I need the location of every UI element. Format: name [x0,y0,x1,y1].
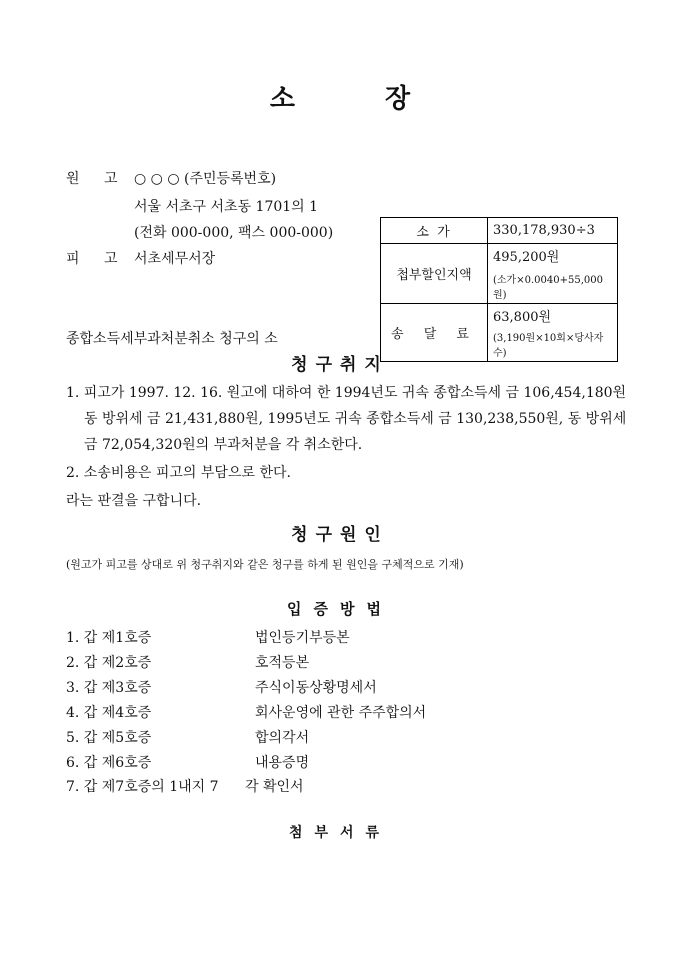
claim-item-2: 2. 소송비용은 피고의 부담으로 한다. [66,465,291,481]
evidence-heading: 입증방법 [287,600,393,618]
plaintiff-address: 서울 서초구 서초동 1701의 1 [134,199,319,215]
fee-label: 소 가 [381,218,488,244]
evidence-number: 5. 갑 제5호증 [66,730,152,746]
defendant-label: 피 고 [66,251,128,267]
evidence-number: 7. 갑 제7호증의 1내지 7 [66,779,219,795]
evidence-description: 합의각서 [255,730,310,746]
fee-row [381,218,618,244]
evidence-number: 4. 갑 제4호증 [66,705,152,721]
plaintiff-label: 원 고 [66,171,128,187]
fee-value: 63,800원 (3,190원×10회×당사자수) [488,304,618,362]
claim-item-1-line-3: 금 72,054,320원의 부과처분을 각 취소한다. [84,437,363,453]
fee-note: (3,190원×10회×당사자수) [493,333,604,359]
plaintiff-contact: (전화 000-000, 팩스 000-000) [134,225,334,241]
claim-item-1-line-2: 동 방위세 금 21,431,880원, 1995년도 귀속 종합소득세 금 130,238,550원, 동 방위세 [84,411,627,427]
fee-table [380,217,618,362]
evidence-number: 1. 갑 제1호증 [66,630,152,646]
evidence-number: 2. 갑 제2호증 [66,655,152,671]
defendant-name: 서초세무서장 [134,251,216,267]
plaintiff-name: ○ ○ ○ (주민등록번호) [134,171,277,187]
claim-closing: 라는 판결을 구합니다. [66,493,202,509]
cause-note: (원고가 피고를 상대로 위 청구취지와 같은 청구를 하게 된 원인을 구체적으로 기재) [66,558,464,571]
fee-value: 330,178,930÷3 [488,218,618,244]
fee-value: 495,200원 (소가×0.0040+55,000원) [488,244,618,304]
case-name: 종합소득세부과처분취소 청구의 소 [66,331,278,347]
fee-note: (소가×0.0040+55,000원) [493,275,603,301]
fee-label: 송 달 료 [381,304,488,362]
evidence-number: 6. 갑 제6호증 [66,755,152,771]
claim-heading: 청구취지 [291,355,389,375]
evidence-description: 주식이동상황명세서 [255,680,377,696]
document-title: 소 장 [269,84,411,114]
fee-label: 첩부할인지액 [381,244,488,304]
evidence-description: 회사운영에 관한 주주합의서 [255,705,427,721]
attachments-heading: 첨부서류 [288,825,392,841]
evidence-description: 법인등기부등본 [255,630,350,646]
claim-item-1-line-1: 1. 피고가 1997. 12. 16. 원고에 대하여 한 1994년도 귀속 종합소득세 금 106,454,180원 [66,385,627,401]
evidence-number: 3. 갑 제3호증 [66,680,152,696]
evidence-description: 내용증명 [255,755,310,771]
evidence-description: 호적등본 [255,655,310,671]
cause-heading: 청구원인 [291,525,389,545]
evidence-description: 각 확인서 [245,779,304,795]
fee-row [381,244,618,304]
